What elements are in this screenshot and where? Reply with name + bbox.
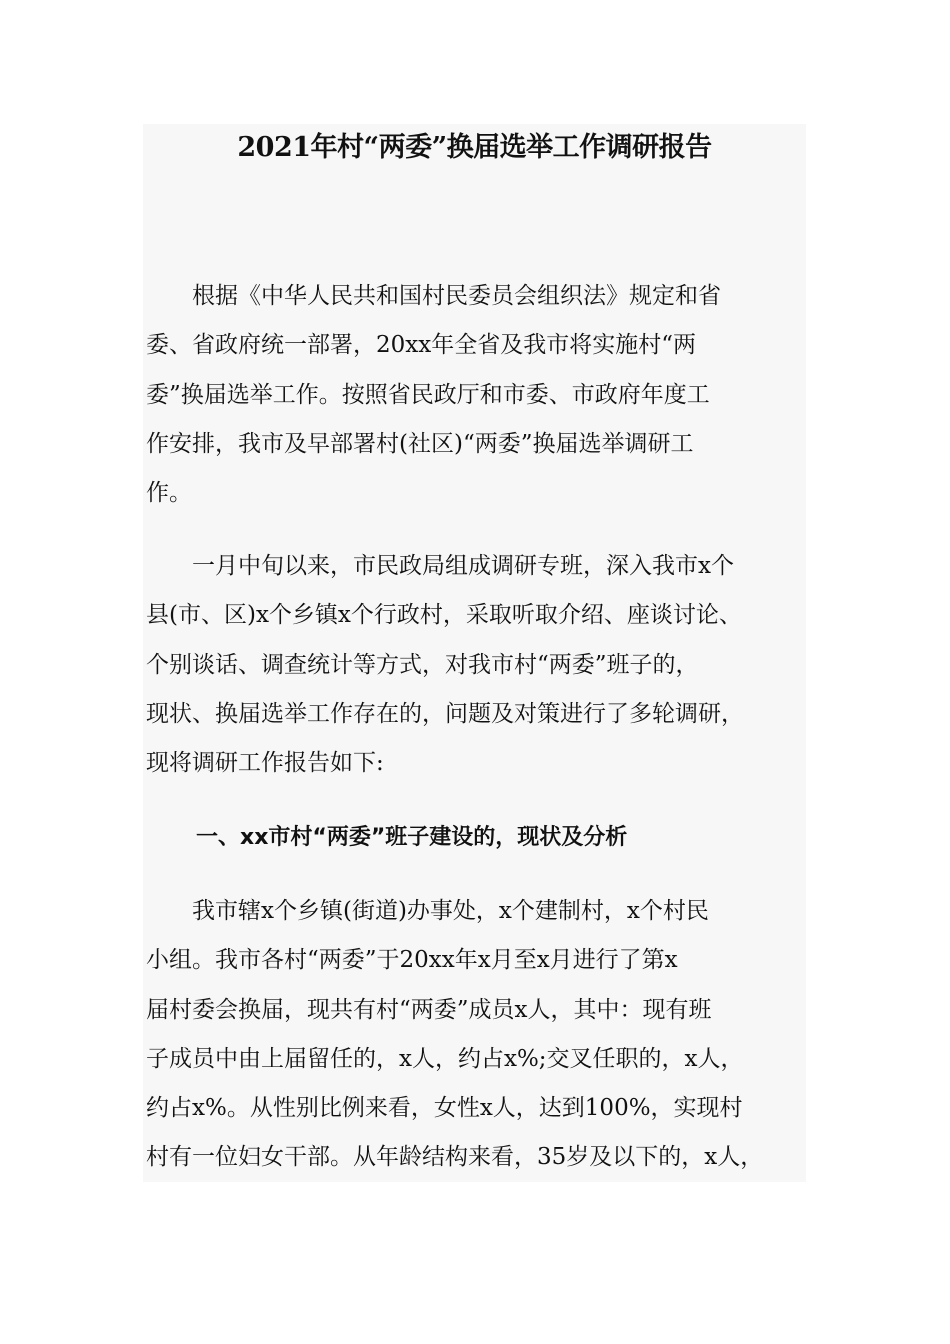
paragraph-line: 现将调研工作报告如下:	[146, 750, 384, 777]
paragraph-line: 现状、换届选举工作存在的，问题及对策进行了多轮调研，	[146, 700, 744, 727]
paragraph-intro	[146, 272, 836, 518]
paragraph-line: 村有一位妇女干部。从年龄结构来看，35岁及以下的，x人，	[146, 1144, 764, 1171]
paragraph-line: 一月中旬以来，市民政局组成调研专班，深入我市x个	[146, 553, 734, 579]
paragraph-line: 根据《中华人民共和国村民委员会组织法》规定和省	[146, 283, 721, 309]
paragraph-line: 县(市、区)x个乡镇x个行政村，采取听取介绍、座谈讨论、	[146, 602, 742, 629]
paragraph-line: 委”换届选举工作。按照省民政厅和市委、市政府年度工	[146, 381, 710, 408]
paragraph-status	[146, 887, 836, 1183]
paragraph-line: 个别谈话、调查统计等方式，对我市村“两委”班子的，	[146, 651, 699, 678]
paragraph-research	[146, 542, 836, 788]
paragraph-line: 小组。我市各村“两委”于20xx年x月至x月进行了第x	[146, 947, 678, 974]
paragraph-line: 我市辖x个乡镇(街道)办事处，x个建制村，x个村民	[146, 898, 709, 924]
paragraph-line: 约占x%。从性别比例来看，女性x人，达到100%，实现村	[146, 1095, 743, 1122]
section-heading: 一、xx市村“两委”班子建设的，现状及分析	[196, 825, 628, 850]
document-title: 2021年村“两委”换届选举工作调研报告	[237, 132, 712, 163]
paragraph-line: 子成员中由上届留任的，x人，约占x%;交叉任职的，x人，	[146, 1045, 744, 1072]
paragraph-line: 作。	[146, 480, 192, 507]
paragraph-line: 作安排，我市及早部署村(社区)“两委”换届选举调研工	[146, 430, 694, 457]
paragraph-line: 委、省政府统一部署，20xx年全省及我市将实施村“两	[146, 332, 696, 359]
paragraph-line: 届村委会换届，现共有村“两委”成员x人，其中：现有班	[146, 996, 712, 1023]
